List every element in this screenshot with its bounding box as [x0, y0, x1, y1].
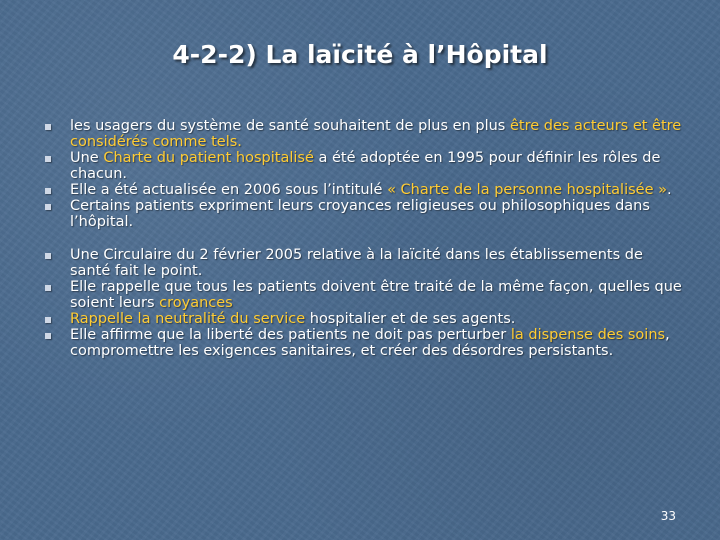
bullet-text: Elle a été actualisée en 2006 sous l’intitulé	[70, 182, 388, 198]
highlighted-text: croyances	[159, 295, 233, 311]
highlighted-text: être des acteurs et être considérés comme tels.	[70, 118, 682, 150]
bullet-text: Elle rappelle que tous les patients doivent être traité de la même façon, quelles que soient leurs	[70, 279, 682, 311]
highlighted-text: Charte du patient hospitalisé	[103, 150, 314, 166]
highlighted-text: Rappelle la neutralité du service	[70, 311, 306, 327]
square-bullet-icon	[45, 124, 51, 130]
bullet-group	[42, 118, 682, 230]
bullet-content	[42, 118, 682, 359]
page-number: 33	[660, 509, 676, 523]
highlighted-text: la dispense des soins	[510, 327, 666, 343]
bullet-item	[42, 279, 682, 311]
bullet-text: .	[666, 182, 672, 198]
bullet-text: Une	[70, 150, 104, 166]
bullet-text: Certains patients expriment leurs croyances religieuses ou philosophiques dans l’hôpital.	[70, 198, 650, 230]
square-bullet-icon	[45, 285, 51, 291]
square-bullet-icon	[45, 204, 51, 210]
square-bullet-icon	[45, 333, 51, 339]
bullet-group	[42, 247, 682, 359]
bullet-text: , compromettre les exigences sanitaires, et créer des désordres persistants.	[70, 327, 670, 359]
bullet-item	[42, 247, 682, 279]
bullet-text: hospitalier et de ses agents.	[305, 311, 516, 327]
bullet-text: a été adoptée en 1995 pour définir les rôles de chacun.	[70, 150, 661, 182]
bullet-item	[42, 198, 682, 230]
bullet-item	[42, 182, 682, 198]
bullet-text: Une Circulaire du 2 février 2005 relative à la laïcité dans les établissements de santé fait le point.	[70, 247, 643, 279]
bullet-text: Elle affirme que la liberté des patients ne doit pas perturber	[70, 327, 511, 343]
square-bullet-icon	[45, 156, 51, 162]
bullet-item	[42, 311, 682, 327]
square-bullet-icon	[45, 188, 51, 194]
square-bullet-icon	[45, 253, 51, 259]
bullet-item	[42, 118, 682, 150]
square-bullet-icon	[45, 317, 51, 323]
highlighted-text: « Charte de la personne hospitalisée »	[387, 182, 667, 198]
bullet-item	[42, 150, 682, 182]
slide-title: 4-2-2) La laïcité à l’Hôpital	[172, 40, 548, 69]
bullet-text: les usagers du système de santé souhaitent de plus en plus	[70, 118, 510, 134]
bullet-item	[42, 327, 682, 359]
